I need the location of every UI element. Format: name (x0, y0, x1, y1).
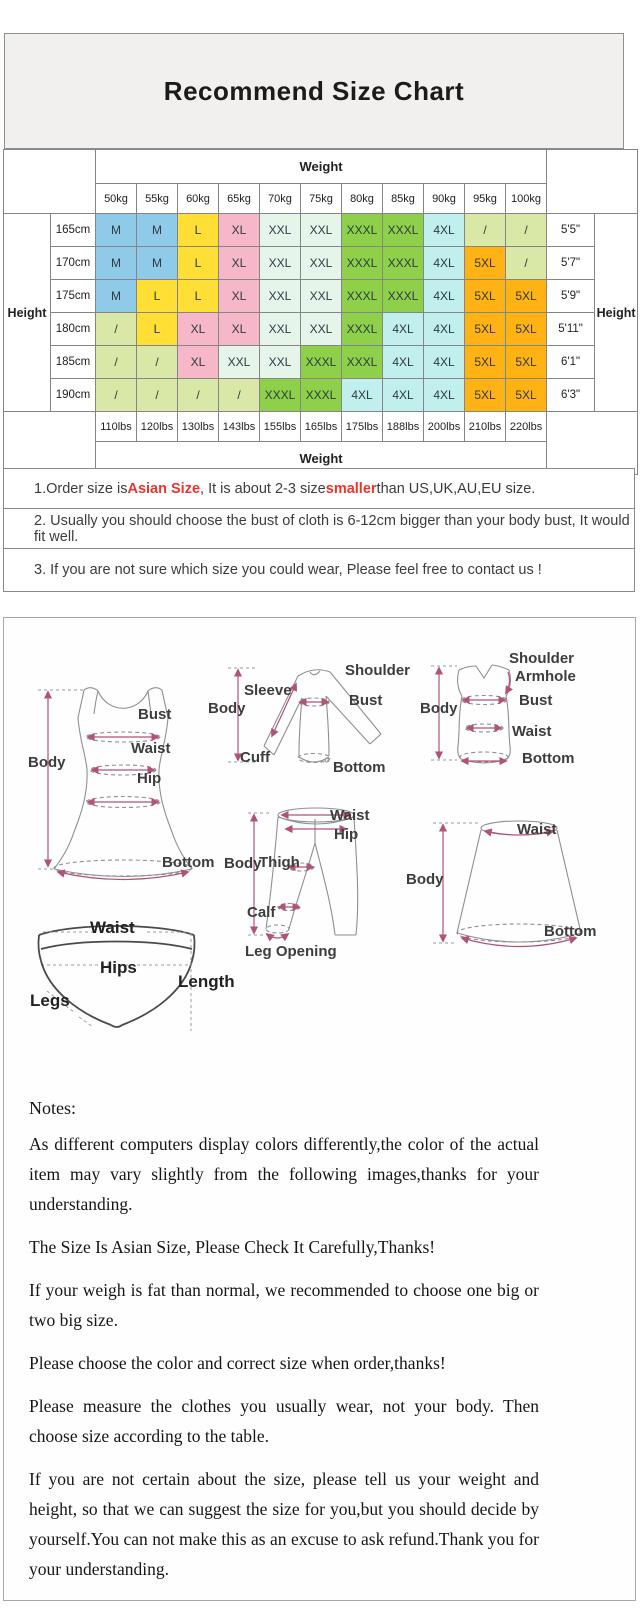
skirt-body-label: Body (406, 871, 444, 888)
weight-footer: Weight (96, 442, 547, 475)
kg-cell: 55kg (137, 184, 178, 214)
size-cell: 5XL (506, 346, 547, 379)
size-cell: XXL (301, 247, 342, 280)
pants-calf-label: Calf (247, 904, 276, 921)
size-cell: 4XL (424, 379, 465, 412)
corner-cell (547, 412, 638, 475)
size-table-body (4, 150, 638, 475)
bottom-notes (29, 1098, 539, 1597)
size-row (4, 280, 638, 313)
lbs-cell: 175lbs (342, 412, 383, 442)
size-cell: M (96, 247, 137, 280)
size-row (4, 346, 638, 379)
order-note-3-text: 3. If you are not sure which size you could wear, Please feel free to contact us ! (34, 562, 542, 578)
size-cell: 4XL (424, 247, 465, 280)
order-note-3 (3, 548, 635, 592)
order-note-1-text: than US,UK,AU,EU size. (376, 480, 536, 497)
kg-cell: 50kg (96, 184, 137, 214)
dress-body-label: Body (28, 754, 66, 771)
kg-cell: 85kg (383, 184, 424, 214)
height-cm-cell: 175cm (51, 280, 96, 313)
kg-cell: 100kg (506, 184, 547, 214)
lbs-cell: 220lbs (506, 412, 547, 442)
notes-title: Notes: (29, 1098, 76, 1118)
size-row (4, 214, 638, 247)
vest-bust-label: Bust (519, 692, 553, 709)
pants-leg-opening-label: Leg Opening (245, 943, 337, 960)
size-cell: XXXL (342, 313, 383, 346)
kg-row (4, 184, 638, 214)
size-table (3, 149, 638, 475)
notes-paragraph: The Size Is Asian Size, Please Check It Carefully,Thanks! (29, 1237, 436, 1257)
order-note-1-text: , It is about 2-3 size (200, 480, 326, 497)
size-cell: XXXL (301, 379, 342, 412)
size-cell: L (178, 247, 219, 280)
lbs-cell: 143lbs (219, 412, 260, 442)
notes-paragraph: Please choose the color and correct size when order,thanks! (29, 1353, 446, 1373)
briefs-legs-label: Legs (30, 991, 70, 1010)
size-cell: 5XL (465, 280, 506, 313)
height-cm-cell: 170cm (51, 247, 96, 280)
briefs-hips-label: Hips (100, 958, 137, 977)
briefs-length-label: Length (178, 972, 235, 991)
notes-paragraph: Please measure the clothes you usually wear, not your body. Then choose size according to the table. (29, 1396, 539, 1446)
size-cell: / (137, 346, 178, 379)
size-cell: XXXL (342, 280, 383, 313)
corner-cell (4, 412, 96, 475)
vest-waist-label: Waist (512, 723, 552, 740)
lbs-row (4, 412, 638, 442)
size-cell: 4XL (424, 346, 465, 379)
size-cell: M (96, 280, 137, 313)
size-cell: M (137, 214, 178, 247)
size-cell: XXL (260, 313, 301, 346)
notes-paragraph: If you are not certain about the size, please tell us your weight and height, so that we can suggest the size for you,but you should decide by yourself.You can not make this as an excuse to ask refund.Thank you for your understanding. (29, 1469, 539, 1579)
size-cell: XXXL (342, 346, 383, 379)
size-cell: XL (219, 280, 260, 313)
size-cell: XXL (301, 214, 342, 247)
order-note-1 (3, 468, 635, 509)
size-cell: XXL (260, 214, 301, 247)
briefs-waist-label: Waist (90, 918, 135, 937)
notes-paragraph: As different computers display colors differently,the color of the actual item may vary slightly from the following images,thanks for your understanding. (29, 1134, 539, 1214)
size-cell: 5XL (465, 247, 506, 280)
size-row (4, 379, 638, 412)
size-cell: L (137, 313, 178, 346)
size-cell: XXXL (383, 247, 424, 280)
size-cell: XXL (260, 346, 301, 379)
pants-body-label: Body (224, 855, 262, 872)
size-cell: XXL (219, 346, 260, 379)
size-cell: / (96, 313, 137, 346)
lbs-cell: 210lbs (465, 412, 506, 442)
vest-bottom-label: Bottom (522, 750, 575, 767)
shirt-cuff-label: Cuff (240, 749, 270, 766)
lbs-cell: 130lbs (178, 412, 219, 442)
lbs-cell: 165lbs (301, 412, 342, 442)
lbs-cell: 188lbs (383, 412, 424, 442)
lbs-cell: 200lbs (424, 412, 465, 442)
shirt-shoulder-label: Shoulder (345, 662, 411, 679)
pants-waist-label: Waist (330, 807, 370, 824)
height-cm-cell: 165cm (51, 214, 96, 247)
shirt-bottom-label: Bottom (333, 759, 386, 776)
height-cm-cell: 190cm (51, 379, 96, 412)
kg-cell: 75kg (301, 184, 342, 214)
dress-bust-label: Bust (138, 706, 172, 723)
weight-header-row (4, 150, 638, 184)
size-cell: 5XL (506, 280, 547, 313)
size-cell: L (137, 280, 178, 313)
height-label-right: Height (595, 214, 638, 412)
pants-hip-label: Hip (334, 826, 359, 843)
size-cell: 4XL (383, 313, 424, 346)
size-cell: XXXL (301, 346, 342, 379)
weight-header: Weight (96, 150, 547, 184)
size-cell: XXXL (342, 247, 383, 280)
size-cell: 4XL (424, 214, 465, 247)
kg-cell: 65kg (219, 184, 260, 214)
shirt-sleeve-label: Sleeve (244, 682, 292, 699)
size-cell: / (465, 214, 506, 247)
size-cell: L (178, 280, 219, 313)
size-cell: M (96, 214, 137, 247)
height-cm-cell: 180cm (51, 313, 96, 346)
dress-waist-label: Waist (131, 740, 171, 757)
kg-cell: 70kg (260, 184, 301, 214)
size-cell: M (137, 247, 178, 280)
height-cm-cell: 185cm (51, 346, 96, 379)
skirt-waist-label: Waist (517, 821, 557, 838)
height-ft-cell: 5'9" (547, 280, 595, 313)
height-ft-cell: 5'7" (547, 247, 595, 280)
shirt-diagram (224, 658, 389, 798)
vest-shoulder-label: Shoulder (509, 650, 575, 667)
size-cell: XXL (260, 247, 301, 280)
page-title: Recommend Size Chart (163, 75, 465, 106)
size-cell: 5XL (506, 379, 547, 412)
lbs-cell: 155lbs (260, 412, 301, 442)
size-cell: XL (178, 313, 219, 346)
height-label-left: Height (4, 214, 51, 412)
size-cell: XL (219, 214, 260, 247)
lbs-cell: 110lbs (96, 412, 137, 442)
order-note-1-text: 1.Order size is (34, 480, 128, 497)
size-cell: XL (178, 346, 219, 379)
measurement-diagram-box (3, 617, 636, 1601)
dress-bottom-label: Bottom (162, 854, 215, 871)
size-cell: XXL (301, 280, 342, 313)
order-note-1-highlight: smaller (325, 480, 377, 497)
kg-cell: 60kg (178, 184, 219, 214)
size-cell: / (96, 346, 137, 379)
size-cell: 5XL (465, 346, 506, 379)
height-ft-cell: 6'3" (547, 379, 595, 412)
notes-paragraph: If your weigh is fat than normal, we recommended to choose one big or two big size. (29, 1280, 539, 1330)
size-cell: XL (219, 247, 260, 280)
height-ft-cell: 5'11" (547, 313, 595, 346)
size-cell: 4XL (383, 346, 424, 379)
height-ft-cell: 6'1" (547, 346, 595, 379)
shirt-bust-label: Bust (349, 692, 383, 709)
kg-cell: 80kg (342, 184, 383, 214)
size-cell: / (96, 379, 137, 412)
vest-body-label: Body (420, 700, 458, 717)
size-cell: XXL (260, 280, 301, 313)
size-cell: / (506, 214, 547, 247)
title-box (4, 33, 624, 149)
size-cell: / (506, 247, 547, 280)
size-cell: XXL (301, 313, 342, 346)
height-ft-cell: 5'5" (547, 214, 595, 247)
size-cell: / (219, 379, 260, 412)
size-cell: XXXL (342, 214, 383, 247)
size-row (4, 313, 638, 346)
size-cell: / (178, 379, 219, 412)
size-cell: 4XL (424, 313, 465, 346)
size-row (4, 247, 638, 280)
size-cell: XXXL (383, 214, 424, 247)
dress-hip-label: Hip (137, 770, 162, 787)
size-cell: 5XL (506, 313, 547, 346)
shirt-body-label: Body (208, 700, 246, 717)
corner-cell (4, 150, 96, 214)
size-cell: XXXL (383, 280, 424, 313)
kg-cell: 95kg (465, 184, 506, 214)
size-cell: XXXL (260, 379, 301, 412)
size-cell: 4XL (424, 280, 465, 313)
order-note-1-highlight: Asian Size (127, 480, 201, 497)
size-cell: 4XL (342, 379, 383, 412)
size-cell: / (137, 379, 178, 412)
lbs-cell: 120lbs (137, 412, 178, 442)
size-cell: 5XL (465, 313, 506, 346)
pants-thigh-label: Thigh (259, 854, 300, 871)
vest-armhole-label: Armhole (515, 668, 576, 685)
size-cell: L (178, 214, 219, 247)
skirt-bottom-label: Bottom (544, 923, 597, 940)
order-note-2 (3, 508, 635, 549)
size-cell: 5XL (465, 379, 506, 412)
corner-cell (547, 150, 638, 214)
order-note-2-text: 2. Usually you should choose the bust of cloth is 6-12cm bigger than your body bust, It would fit well. (34, 512, 630, 545)
size-cell: 4XL (383, 379, 424, 412)
size-cell: XL (219, 313, 260, 346)
kg-cell: 90kg (424, 184, 465, 214)
